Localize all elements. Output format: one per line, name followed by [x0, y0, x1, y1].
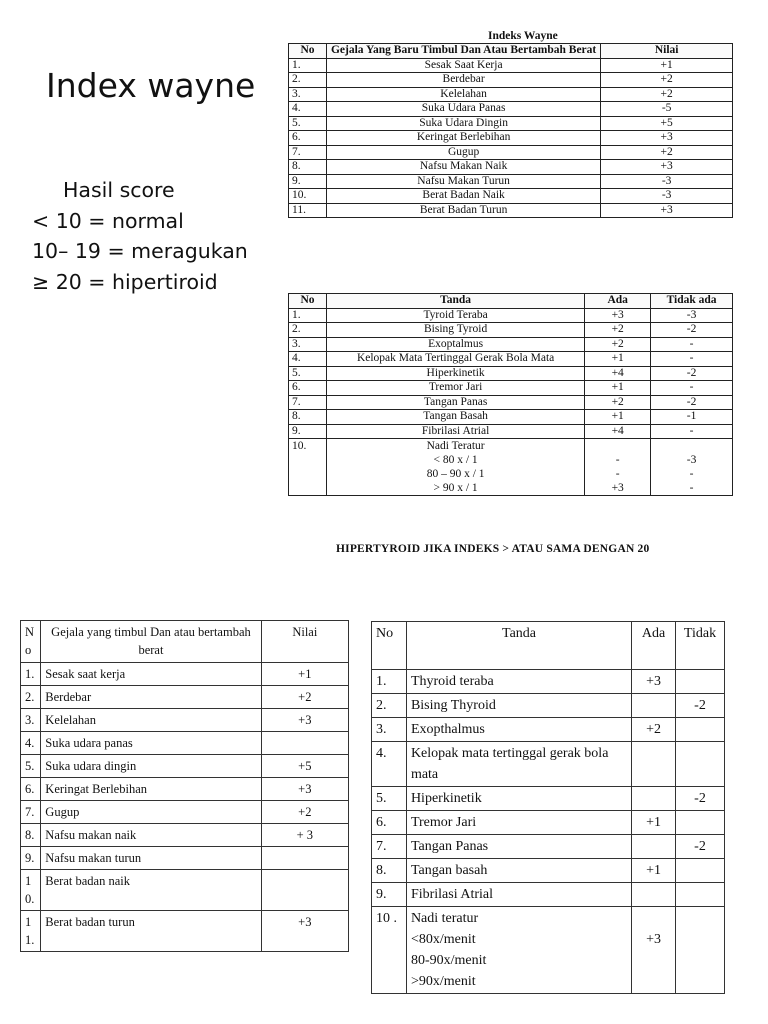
table-row — [21, 663, 349, 686]
cell-gejala: Berat Badan Turun — [326, 203, 600, 218]
cell-no: 3. — [21, 709, 41, 732]
table-row — [289, 145, 733, 160]
cell-no: 9. — [372, 883, 407, 907]
cell-nilai: +5 — [601, 116, 733, 131]
cell-tidak — [676, 742, 725, 787]
scan-gejala-table — [288, 43, 733, 218]
cell-nilai: -3 — [601, 189, 733, 204]
cell-nilai — [261, 870, 348, 911]
col-header-ada: Ada — [585, 294, 651, 309]
score-line-hipertiroid: ≥ 20 = hipertiroid — [32, 269, 218, 294]
cell-nilai — [261, 732, 348, 755]
cell-gejala: Berdebar — [41, 686, 261, 709]
cell-gejala: Gugup — [326, 145, 600, 160]
cell-tidak: -2 — [676, 694, 725, 718]
cell-ada — [632, 694, 676, 718]
cell-tanda: Fibrilasi Atrial — [326, 424, 584, 439]
col-header-no: No — [289, 44, 327, 59]
cell-tidak: -2 — [676, 787, 725, 811]
cell-no: 7. — [21, 801, 41, 824]
cell-no: 8. — [21, 824, 41, 847]
cell-tidak-ada: - — [651, 352, 733, 367]
cell-tanda: Exoptalmus — [326, 337, 584, 352]
col-header-no: N o — [21, 621, 41, 663]
cell-gejala: Berat badan naik — [41, 870, 261, 911]
col-header-tanda: Tanda — [326, 294, 584, 309]
table-header-row — [21, 621, 349, 663]
cell-tanda: Hiperkinetik — [406, 787, 631, 811]
table-row-nadi — [289, 439, 733, 496]
cell-no: 4. — [372, 742, 407, 787]
table-row — [372, 859, 725, 883]
cell-no: 5. — [21, 755, 41, 778]
cell-tidak-ada: -2 — [651, 395, 733, 410]
typed-gejala-body — [21, 663, 349, 952]
table-row — [289, 73, 733, 88]
cell-ada-nadi — [632, 907, 676, 994]
cell-ada — [632, 883, 676, 907]
cell-nilai: +1 — [261, 663, 348, 686]
cell-no: 2. — [21, 686, 41, 709]
cell-nilai: -3 — [601, 174, 733, 189]
scan-tanda-body — [289, 308, 733, 439]
cell-no: 10. — [289, 189, 327, 204]
cell-gejala: Sesak saat kerja — [41, 663, 261, 686]
cell-no: 10 . — [372, 907, 407, 994]
col-header-nilai: Nilai — [261, 621, 348, 663]
cell-no: 8. — [289, 410, 327, 425]
table-row — [21, 847, 349, 870]
cell-no: 2. — [289, 323, 327, 338]
cell-gejala: Berat Badan Naik — [326, 189, 600, 204]
cell-no: 8. — [289, 160, 327, 175]
typed-gejala-table — [20, 620, 349, 952]
cell-ada: +4 — [585, 366, 651, 381]
cell-no: 3. — [289, 337, 327, 352]
cell-no: 7. — [289, 145, 327, 160]
table-row — [372, 787, 725, 811]
cell-tanda: Bising Tyroid — [326, 323, 584, 338]
table-row-nadi — [372, 907, 725, 994]
cell-no: 11. — [289, 203, 327, 218]
cell-nilai: +3 — [601, 160, 733, 175]
nadi-line: Nadi teratur — [410, 911, 479, 926]
table-row — [21, 870, 349, 911]
cell-tanda: Tangan Panas — [326, 395, 584, 410]
cell-gejala: Nafsu Makan Turun — [326, 174, 600, 189]
table-header-row — [289, 294, 733, 309]
cell-ada: +4 — [585, 424, 651, 439]
cell-tanda: Kelopak mata tertinggal gerak bola mata — [406, 742, 631, 787]
cell-no: 5. — [289, 116, 327, 131]
table-row — [289, 410, 733, 425]
cell-nilai: +2 — [261, 801, 348, 824]
cell-tidak — [676, 859, 725, 883]
cell-gejala: Berat badan turun — [41, 911, 261, 952]
cell-gejala: Sesak Saat Kerja — [326, 58, 600, 73]
typed-nadi-body — [372, 907, 725, 994]
table-row — [21, 824, 349, 847]
nadi-sub-ada: +3 — [611, 482, 624, 494]
col-header-tanda: Tanda — [406, 622, 631, 670]
table-row — [289, 308, 733, 323]
cell-tanda: Tangan Panas — [406, 835, 631, 859]
cell-gejala: Gugup — [41, 801, 261, 824]
nadi-label: Nadi Teratur — [426, 440, 485, 452]
cell-tidak-ada: -2 — [651, 366, 733, 381]
cell-nilai: + 3 — [261, 824, 348, 847]
table-row — [289, 189, 733, 204]
table-row — [289, 87, 733, 102]
col-header-tidak-ada: Tidak ada — [651, 294, 733, 309]
slide-title: Index wayne — [46, 66, 256, 105]
nadi-sub-tidak: - — [689, 468, 694, 480]
cell-no: 9. — [289, 174, 327, 189]
cell-tanda: Tremor Jari — [326, 381, 584, 396]
table-row — [372, 694, 725, 718]
cell-gejala: Kelelahan — [41, 709, 261, 732]
cell-no: 7. — [372, 835, 407, 859]
cell-nilai: -5 — [601, 102, 733, 117]
score-heading: Hasil score — [63, 178, 175, 202]
nadi-sub-label: < 80 x / 1 — [433, 454, 478, 466]
cell-gejala: Nafsu Makan Naik — [326, 160, 600, 175]
cell-gejala: Berdebar — [326, 73, 600, 88]
cell-nilai: +2 — [601, 87, 733, 102]
col-header-gejala: Gejala Yang Baru Timbul Dan Atau Bertambah Berat — [326, 44, 600, 59]
cell-tanda: Hiperkinetik — [326, 366, 584, 381]
scan-tanda-table — [288, 293, 733, 496]
cell-ada: +1 — [585, 381, 651, 396]
cell-tanda: Exopthalmus — [406, 718, 631, 742]
cell-no: 5. — [289, 366, 327, 381]
table-row — [372, 670, 725, 694]
typed-tanda-table — [371, 621, 725, 994]
cell-no: 6. — [21, 778, 41, 801]
cell-no: 4. — [289, 352, 327, 367]
cell-no: 3. — [372, 718, 407, 742]
cell-tanda: Tyroid Teraba — [326, 308, 584, 323]
cell-tanda: Fibrilasi Atrial — [406, 883, 631, 907]
cell-tidak-nadi — [676, 907, 725, 994]
cell-no: 7. — [289, 395, 327, 410]
table-row — [289, 424, 733, 439]
table-row — [372, 742, 725, 787]
cell-no: 9. — [289, 424, 327, 439]
cell-gejala: Keringat Berlebihan — [326, 131, 600, 146]
table-row — [289, 160, 733, 175]
table-row — [21, 778, 349, 801]
scan-nadi-body — [289, 439, 733, 496]
cell-ada-nadi — [585, 439, 651, 496]
table-row — [289, 102, 733, 117]
cell-ada: +2 — [585, 395, 651, 410]
cell-ada: +2 — [632, 718, 676, 742]
cell-nilai: +2 — [601, 73, 733, 88]
cell-tidak-ada: -3 — [651, 308, 733, 323]
nadi-sub-tidak: - — [689, 482, 694, 494]
cell-nilai: +2 — [601, 145, 733, 160]
cell-tidak-ada: - — [651, 381, 733, 396]
cell-no: 6. — [289, 381, 327, 396]
table-header-row — [372, 622, 725, 670]
cell-tidak-ada: - — [651, 424, 733, 439]
cell-nilai: +2 — [261, 686, 348, 709]
cell-ada: +2 — [585, 323, 651, 338]
cell-tidak — [676, 670, 725, 694]
cell-ada: +2 — [585, 337, 651, 352]
cell-tidak — [676, 811, 725, 835]
table-row — [289, 131, 733, 146]
col-header-tidak: Tidak — [676, 622, 725, 670]
cell-no: 1. — [289, 58, 327, 73]
cell-tidak: -2 — [676, 835, 725, 859]
table-row — [21, 911, 349, 952]
cell-tanda: Thyroid teraba — [406, 670, 631, 694]
nadi-sub-label: 80 – 90 x / 1 — [426, 468, 485, 480]
table-row — [372, 883, 725, 907]
col-header-gejala: Gejala yang timbul Dan atau bertambah berat — [41, 621, 261, 663]
table-row — [289, 366, 733, 381]
table-row — [289, 203, 733, 218]
table-row — [21, 801, 349, 824]
cell-no: 5. — [372, 787, 407, 811]
cell-gejala: Nafsu makan turun — [41, 847, 261, 870]
cell-no: 1 0. — [21, 870, 41, 911]
cell-tanda-nadi — [406, 907, 631, 994]
cell-tidak-ada: -1 — [651, 410, 733, 425]
cell-gejala: Suka udara dingin — [41, 755, 261, 778]
cell-tanda: Kelopak Mata Tertinggal Gerak Bola Mata — [326, 352, 584, 367]
cell-tidak-ada: -2 — [651, 323, 733, 338]
table-row — [289, 58, 733, 73]
typed-tanda-body — [372, 670, 725, 907]
nadi-sub-tidak: -3 — [686, 454, 697, 466]
nadi-line: <80x/menit — [410, 932, 476, 947]
col-header-no: No — [289, 294, 327, 309]
scan-footer-note: HIPERTYROID JIKA INDEKS > ATAU SAMA DENGAN 20 — [336, 543, 650, 555]
cell-tanda: Tremor Jari — [406, 811, 631, 835]
cell-ada: +3 — [585, 308, 651, 323]
table-row — [289, 174, 733, 189]
cell-gejala: Suka Udara Panas — [326, 102, 600, 117]
cell-tanda: Tangan Basah — [326, 410, 584, 425]
cell-ada: +1 — [585, 410, 651, 425]
cell-gejala: Nafsu makan naik — [41, 824, 261, 847]
cell-tanda: Bising Thyroid — [406, 694, 631, 718]
cell-gejala: Keringat Berlebihan — [41, 778, 261, 801]
cell-no: 1 1. — [21, 911, 41, 952]
cell-tidak-ada: - — [651, 337, 733, 352]
cell-nilai: +5 — [261, 755, 348, 778]
nadi-line: 80-90x/menit — [410, 953, 487, 968]
cell-tanda: Tangan basah — [406, 859, 631, 883]
cell-nilai — [261, 847, 348, 870]
cell-tidak — [676, 718, 725, 742]
score-line-meragukan: 10– 19 = meragukan — [32, 239, 248, 263]
table-row — [372, 811, 725, 835]
cell-no: 2. — [289, 73, 327, 88]
nadi-sub-label: > 90 x / 1 — [433, 482, 478, 494]
cell-no: 6. — [289, 131, 327, 146]
cell-no: 4. — [289, 102, 327, 117]
nadi-sub-ada: - — [615, 468, 620, 480]
cell-nilai: +3 — [261, 709, 348, 732]
cell-ada: +1 — [632, 859, 676, 883]
cell-ada — [632, 787, 676, 811]
table-row — [21, 709, 349, 732]
table-row — [21, 686, 349, 709]
table-row — [289, 395, 733, 410]
cell-nilai: +3 — [261, 778, 348, 801]
cell-tanda-nadi — [326, 439, 584, 496]
score-line-normal: < 10 = normal — [32, 208, 184, 233]
score-legend — [32, 175, 248, 297]
cell-no: 1. — [372, 670, 407, 694]
cell-nilai: +1 — [601, 58, 733, 73]
cell-ada — [632, 742, 676, 787]
col-header-ada: Ada — [632, 622, 676, 670]
cell-gejala: Suka udara panas — [41, 732, 261, 755]
cell-gejala: Kelelahan — [326, 87, 600, 102]
cell-nilai: +3 — [261, 911, 348, 952]
table-row — [289, 352, 733, 367]
cell-ada: +3 — [632, 670, 676, 694]
scan-table-title: Indeks Wayne — [488, 30, 558, 42]
col-header-no: No — [372, 622, 407, 670]
cell-ada: +1 — [632, 811, 676, 835]
table-row — [289, 337, 733, 352]
cell-no: 9. — [21, 847, 41, 870]
table-row — [289, 116, 733, 131]
nadi-sub-ada: - — [615, 454, 620, 466]
nadi-ada: +3 — [646, 932, 661, 947]
cell-nilai: +3 — [601, 203, 733, 218]
cell-no: 2. — [372, 694, 407, 718]
table-row — [289, 381, 733, 396]
cell-no: 1. — [21, 663, 41, 686]
cell-ada: +1 — [585, 352, 651, 367]
cell-nilai: +3 — [601, 131, 733, 146]
cell-no: 4. — [21, 732, 41, 755]
table-row — [372, 835, 725, 859]
scan-gejala-body — [289, 58, 733, 218]
table-row — [21, 732, 349, 755]
cell-no: 3. — [289, 87, 327, 102]
cell-tidak-nadi — [651, 439, 733, 496]
table-row — [289, 323, 733, 338]
table-row — [21, 755, 349, 778]
cell-no: 6. — [372, 811, 407, 835]
cell-ada — [632, 835, 676, 859]
cell-no: 8. — [372, 859, 407, 883]
table-row — [372, 718, 725, 742]
cell-gejala: Suka Udara Dingin — [326, 116, 600, 131]
cell-tidak — [676, 883, 725, 907]
cell-no: 10. — [289, 439, 327, 496]
table-header-row — [289, 44, 733, 59]
nadi-line: >90x/menit — [410, 974, 476, 989]
col-header-nilai: Nilai — [601, 44, 733, 59]
cell-no: 1. — [289, 308, 327, 323]
